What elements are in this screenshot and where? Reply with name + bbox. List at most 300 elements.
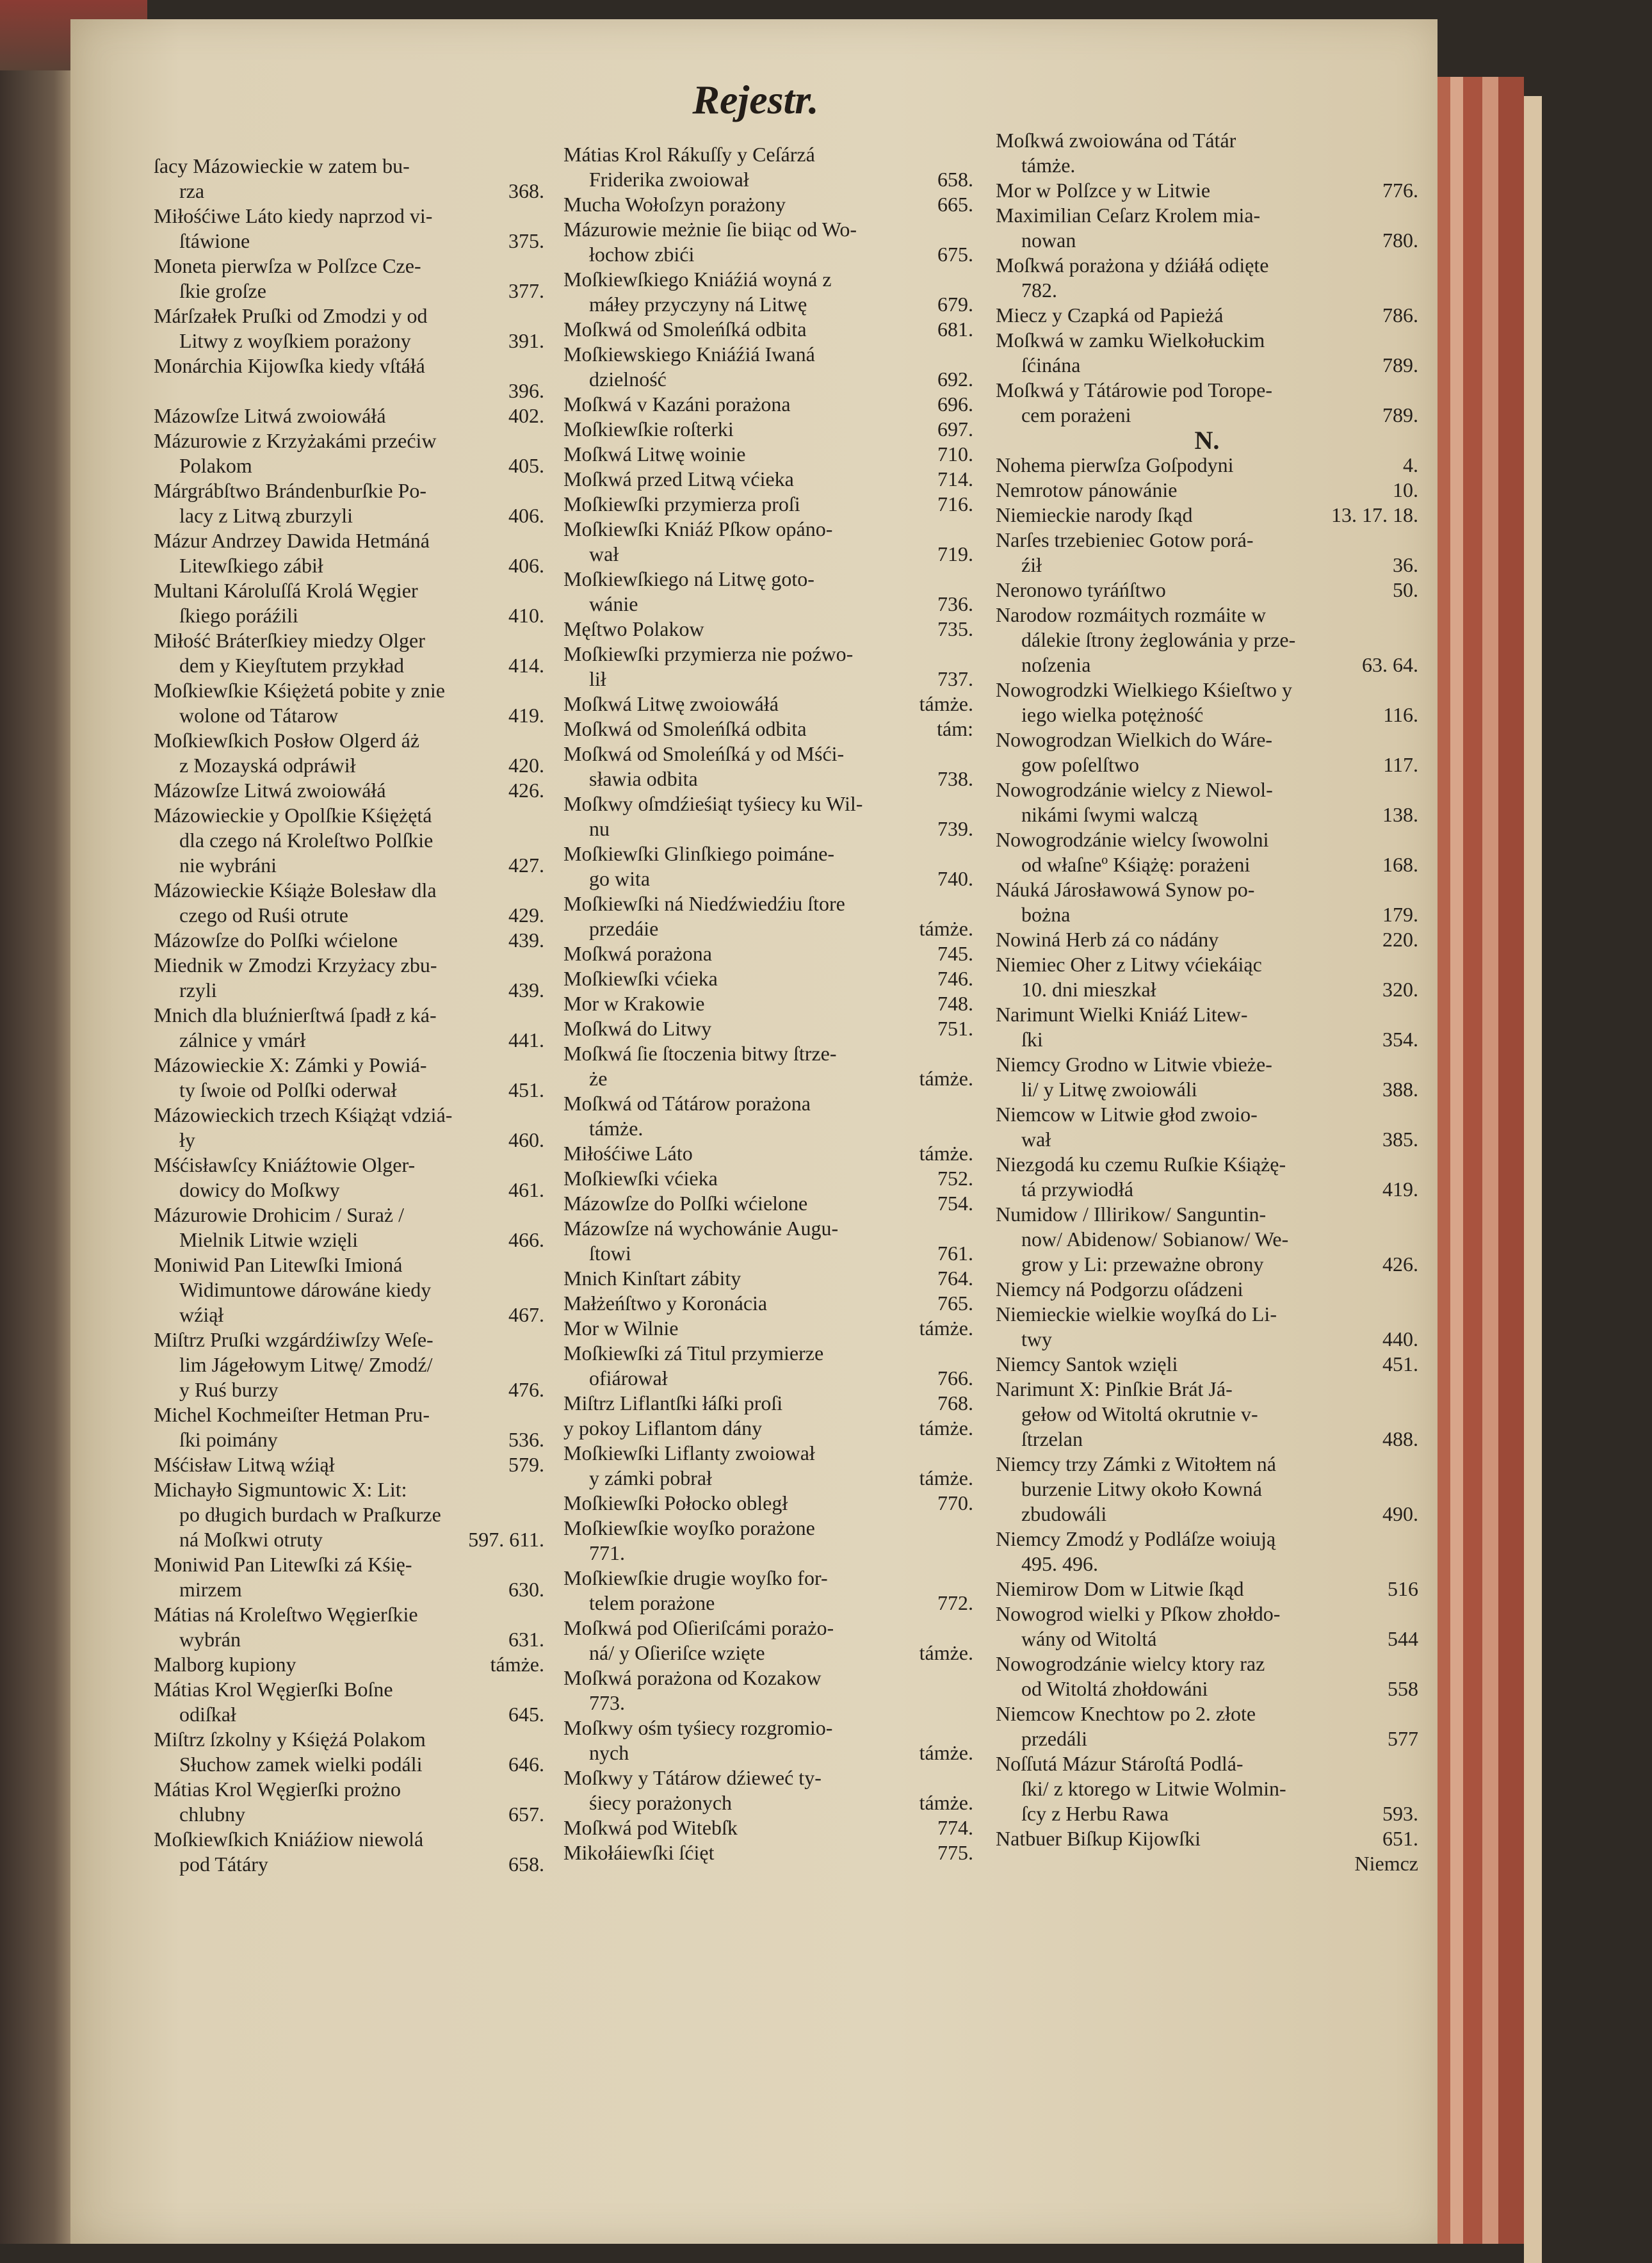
entry-text: 495. 496. xyxy=(1021,1552,1098,1575)
page-reference: 4. xyxy=(1403,453,1418,476)
page-reference: 675. xyxy=(937,243,973,266)
index-entry xyxy=(154,528,544,578)
entry-line xyxy=(154,1427,544,1452)
page-reference: 748. xyxy=(937,992,973,1015)
entry-text: Mnich dla bluźnierſtwá ſpadł z ká- xyxy=(154,1003,437,1026)
entry-line xyxy=(154,503,544,528)
entry-line xyxy=(996,1701,1418,1726)
entry-text: Niemiec Oher z Litwy vćiekáiąc xyxy=(996,953,1262,976)
entry-text: támże. xyxy=(1021,154,1076,177)
entry-text: dzielność xyxy=(589,368,667,391)
entry-text: Mor w Krakowie xyxy=(563,992,705,1015)
page-reference: 751. xyxy=(937,1017,973,1040)
page-reference: 764. xyxy=(937,1267,973,1290)
entry-line xyxy=(996,877,1418,902)
index-entry xyxy=(996,503,1418,528)
page-reference: 385. xyxy=(1382,1128,1418,1151)
index-entry xyxy=(996,528,1418,578)
entry-line xyxy=(563,1066,973,1091)
index-entry xyxy=(563,692,973,717)
entry-text: Moſkwá pod Oſieriſcámi porażo- xyxy=(563,1616,834,1639)
entry-text: Mnich Kinſtart zábity xyxy=(563,1267,741,1290)
entry-line xyxy=(996,553,1418,578)
entry-text: Michel Kochmeiſter Hetman Pru- xyxy=(154,1403,430,1426)
index-entry xyxy=(996,827,1418,877)
page-reference: 789. xyxy=(1382,353,1418,377)
entry-line xyxy=(563,467,973,492)
entry-line xyxy=(154,878,544,903)
page-reference: 738. xyxy=(937,767,973,790)
entry-line xyxy=(996,927,1418,952)
index-entry xyxy=(996,203,1418,253)
entry-line xyxy=(154,328,544,353)
entry-text: Niemcow w Litwie głod zwoio- xyxy=(996,1103,1258,1126)
index-entry xyxy=(563,1341,973,1391)
entry-text: Mázurowie z Krzyżakámi przećiw xyxy=(154,429,437,452)
entry-line xyxy=(996,1202,1418,1227)
entry-line xyxy=(563,1216,973,1241)
index-entry xyxy=(563,941,973,966)
entry-line xyxy=(563,991,973,1016)
entry-line xyxy=(154,928,544,953)
entry-text: Miecz y Czapká od Papieżá xyxy=(996,304,1224,327)
page-reference: 441. xyxy=(508,1028,544,1051)
entry-text: tá przywiodłá xyxy=(1021,1178,1134,1201)
entry-text: Mázowſze do Polſki wćielone xyxy=(563,1192,808,1215)
page-reference: 658. xyxy=(937,168,973,191)
entry-text: Moſkiewſki Liflanty zwoiował xyxy=(563,1441,815,1464)
page-reference: 786. xyxy=(1382,304,1418,327)
page-edge xyxy=(1524,96,1542,2263)
index-entry xyxy=(996,1102,1418,1152)
entry-line xyxy=(154,853,544,878)
entry-text: go wita xyxy=(589,867,651,890)
entry-line xyxy=(154,403,544,428)
page-reference: 429. xyxy=(508,904,544,927)
entry-text: ły xyxy=(179,1128,195,1151)
entry-text: Moſkwá porażona xyxy=(563,942,712,965)
entry-line xyxy=(996,1527,1418,1552)
entry-line xyxy=(154,803,544,828)
entry-text: Miſtrz Liflantſki łáſki proſi xyxy=(563,1391,783,1415)
index-entry xyxy=(996,1002,1418,1052)
page-reference: 168. xyxy=(1382,853,1418,876)
page-reference: 579. xyxy=(508,1453,544,1476)
entry-line xyxy=(996,1052,1418,1077)
entry-text: Moſkiewſki Kniáź Pſkow opáno- xyxy=(563,517,833,540)
index-entry xyxy=(154,778,544,803)
page-reference: 658. xyxy=(508,1853,544,1876)
entry-line xyxy=(154,1203,544,1228)
entry-text: Niemieckie wielkie woyſká do Li- xyxy=(996,1302,1277,1326)
entry-text: Litewſkiego zábił xyxy=(179,554,323,577)
entry-line xyxy=(154,1402,544,1427)
index-entry xyxy=(563,392,973,417)
page-reference: 719. xyxy=(937,542,973,565)
index-entry xyxy=(563,342,973,392)
page-reference: 774. xyxy=(937,1816,973,1839)
entry-line xyxy=(996,1626,1418,1651)
entry-line xyxy=(996,1327,1418,1352)
entry-line xyxy=(563,567,973,592)
entry-text: nu xyxy=(589,817,610,840)
index-entry xyxy=(154,1602,544,1652)
entry-line xyxy=(996,1227,1418,1252)
entry-text: Moſkwá ſie ſtoczenia bitwy ſtrze- xyxy=(563,1042,837,1065)
entry-line xyxy=(154,1178,544,1203)
entry-text: Narſes trzebieniec Gotow porá- xyxy=(996,528,1254,551)
page-reference: 476. xyxy=(508,1378,544,1401)
index-entry xyxy=(563,142,973,192)
entry-line xyxy=(996,1676,1418,1701)
entry-text: Miłośćiwe Láto xyxy=(563,1142,693,1165)
entry-line xyxy=(563,1740,973,1765)
index-entry xyxy=(154,204,544,254)
entry-text: wánie xyxy=(589,592,638,615)
index-entry xyxy=(154,1477,544,1552)
page-edge xyxy=(1463,77,1482,2244)
entry-line xyxy=(563,1840,973,1865)
entry-text: Małżeńſtwo y Koronácia xyxy=(563,1292,768,1315)
entry-line xyxy=(563,692,973,717)
page-reference: 558 xyxy=(1388,1677,1418,1700)
entry-text: śiecy porażonych xyxy=(589,1791,733,1814)
entry-text: Męſtwo Polakow xyxy=(563,617,704,640)
index-entry xyxy=(154,478,544,528)
entry-text: Widimuntowe dárowáne kiedy xyxy=(179,1278,432,1301)
entry-text: Polakom xyxy=(179,454,252,477)
entry-text: łochow zbići xyxy=(589,243,695,266)
index-entry xyxy=(563,1815,973,1840)
page-reference: 761. xyxy=(937,1242,973,1265)
index-entry xyxy=(154,1003,544,1053)
entry-line xyxy=(996,1177,1418,1202)
entry-text: Nowogrodzki Wielkiego Kśieſtwo y xyxy=(996,678,1292,701)
entry-line xyxy=(563,1666,973,1691)
entry-text: chlubny xyxy=(179,1803,246,1826)
entry-line xyxy=(154,728,544,753)
entry-line xyxy=(563,1516,973,1541)
entry-text: Moſkiewſkich Posłow Olgerd áż xyxy=(154,729,420,752)
entry-text: Niemcy Grodno w Litwie vbieże- xyxy=(996,1053,1272,1076)
entry-text: Neronowo tyráńſtwo xyxy=(996,578,1166,601)
entry-line xyxy=(563,1691,973,1716)
entry-line xyxy=(154,1327,544,1352)
entry-text: sławia odbita xyxy=(589,767,698,790)
entry-line xyxy=(563,1266,973,1291)
page-reference: 320. xyxy=(1382,978,1418,1001)
index-entry xyxy=(996,253,1418,303)
entry-text: dem y Kieyſtutem przykład xyxy=(179,654,405,677)
index-entry xyxy=(154,428,544,478)
entry-text: lim Jágełowym Litwę/ Zmodź/ xyxy=(179,1353,433,1376)
entry-text: Mśćisław Litwą wźiął xyxy=(154,1453,335,1476)
page-reference: támże. xyxy=(919,1741,973,1764)
entry-text: Michayło Sigmuntowic X: Lit: xyxy=(154,1478,407,1501)
entry-line xyxy=(996,1801,1418,1826)
index-entry xyxy=(563,617,973,642)
index-entry xyxy=(154,578,544,628)
page-reference: 789. xyxy=(1382,403,1418,426)
index-entry xyxy=(996,128,1418,178)
entry-text: Moneta pierwſza w Polſzce Cze- xyxy=(154,254,421,277)
entry-line xyxy=(563,1491,973,1516)
entry-text: od właſneº Kśiążę: porażeni xyxy=(1021,853,1251,876)
page-reference: 536. xyxy=(508,1428,544,1451)
entry-line xyxy=(154,1228,544,1253)
entry-text: czego od Ruśi otrute xyxy=(179,904,348,927)
index-entry xyxy=(996,378,1418,428)
entry-text: Niemcy Zmodź y Podláſze woiują xyxy=(996,1527,1276,1550)
entry-line xyxy=(154,1852,544,1877)
index-entry xyxy=(996,178,1418,203)
entry-text: y pokoy Liflantom dány xyxy=(563,1416,763,1440)
page-reference: támże. xyxy=(919,1317,973,1340)
entry-text: támże. xyxy=(589,1117,644,1140)
index-entry xyxy=(563,517,973,567)
entry-line xyxy=(154,978,544,1003)
entry-line xyxy=(154,1477,544,1502)
entry-text: Nowogrodzánie wielcy ktory raz xyxy=(996,1652,1265,1675)
page-reference: 679. xyxy=(937,293,973,316)
index-entry xyxy=(154,1452,544,1477)
entry-line xyxy=(563,816,973,841)
index-entry xyxy=(563,567,973,617)
entry-line xyxy=(563,592,973,617)
entry-line xyxy=(996,203,1418,228)
index-entry xyxy=(996,1302,1418,1352)
index-entry xyxy=(563,317,973,342)
index-entry xyxy=(996,1052,1418,1102)
entry-line xyxy=(154,1028,544,1053)
index-entry xyxy=(563,1491,973,1516)
entry-line xyxy=(996,1252,1418,1277)
entry-text: Moſkwá Litwę woinie xyxy=(563,442,746,466)
page-reference: 710. xyxy=(937,442,973,466)
entry-text: Maximilian Ceſarz Krolem mia- xyxy=(996,204,1261,227)
index-column-3 xyxy=(996,128,1418,1876)
entry-line xyxy=(996,1352,1418,1377)
entry-text: Narimunt X: Pinſkie Brát Já- xyxy=(996,1377,1233,1400)
entry-text: Moſkiewſki przymierza nie poźwo- xyxy=(563,642,854,665)
entry-line xyxy=(154,428,544,453)
index-entry xyxy=(154,628,544,678)
entry-line xyxy=(996,702,1418,727)
entry-line xyxy=(996,1402,1418,1427)
entry-line xyxy=(154,1752,544,1777)
entry-line xyxy=(154,1802,544,1827)
entry-line xyxy=(996,178,1418,203)
page-reference: 354. xyxy=(1382,1028,1418,1051)
page-reference: 716. xyxy=(937,492,973,515)
page-edge xyxy=(1498,77,1524,2244)
page-reference: 410. xyxy=(508,604,544,627)
entry-text: lił xyxy=(589,667,606,690)
entry-text: Mázowſze Litwá zwoiowáłá xyxy=(154,404,386,427)
entry-line xyxy=(154,1627,544,1652)
index-entry xyxy=(996,1527,1418,1577)
page-reference: 406. xyxy=(508,554,544,577)
entry-text: Moſkiewſki przymierza proſi xyxy=(563,492,800,515)
entry-line xyxy=(996,1477,1418,1502)
entry-text: Narimunt Wielki Kniáź Litew- xyxy=(996,1003,1248,1026)
page-reference: 220. xyxy=(1382,928,1418,951)
entry-text: 782. xyxy=(1021,279,1057,302)
entry-line xyxy=(996,1302,1418,1327)
page-reference: 776. xyxy=(1382,179,1418,202)
entry-text: li/ y Litwę zwoiowáli xyxy=(1021,1078,1197,1101)
index-entry xyxy=(154,304,544,353)
entry-line xyxy=(563,142,973,167)
page-reference: 391. xyxy=(508,329,544,352)
entry-line xyxy=(563,1341,973,1366)
index-entry xyxy=(154,728,544,778)
entry-text: grow y Li: przeważne obrony xyxy=(1021,1253,1264,1276)
page-reference: 735. xyxy=(937,617,973,640)
entry-text: 771. xyxy=(589,1541,625,1564)
page-reference: 368. xyxy=(508,179,544,202)
page-reference: 426. xyxy=(1382,1253,1418,1276)
index-entry xyxy=(154,1402,544,1452)
page-reference: 414. xyxy=(508,654,544,677)
entry-line xyxy=(996,653,1418,677)
entry-line xyxy=(996,378,1418,403)
entry-text: Moſkiewſki Połocko obległ xyxy=(563,1491,788,1514)
entry-line xyxy=(154,1602,544,1627)
entry-line xyxy=(154,628,544,653)
entry-line xyxy=(996,528,1418,553)
entry-text: y Ruś burzy xyxy=(179,1378,279,1401)
entry-line xyxy=(563,242,973,267)
page-reference: 402. xyxy=(508,404,544,427)
entry-line xyxy=(154,1053,544,1078)
index-column-2 xyxy=(563,142,973,1865)
index-entry xyxy=(154,1777,544,1827)
entry-line xyxy=(996,1776,1418,1801)
entry-text: ná Moſkwi otruty xyxy=(179,1528,323,1551)
entry-text: Moſkwá od Smoleńſká y od Mśći- xyxy=(563,742,845,765)
entry-text: Moſkwy ośm tyśiecy rozgromio- xyxy=(563,1716,833,1739)
entry-line xyxy=(154,1377,544,1402)
entry-line xyxy=(154,778,544,803)
index-entry xyxy=(563,1716,973,1765)
page-reference: támże. xyxy=(919,1466,973,1489)
entry-line xyxy=(154,1128,544,1153)
entry-text: Moſkiewſki vćieka xyxy=(563,1167,718,1190)
index-entry xyxy=(563,267,973,317)
entry-text: burzenie Litwy około Kowná xyxy=(1021,1477,1262,1500)
entry-text: Niemcy ná Podgorzu oſádzeni xyxy=(996,1278,1243,1301)
index-entry xyxy=(154,254,544,304)
index-entry xyxy=(996,952,1418,1002)
page-reference: 737. xyxy=(937,667,973,690)
index-entry xyxy=(563,442,973,467)
entry-line xyxy=(996,1002,1418,1027)
index-entry xyxy=(996,303,1418,328)
entry-line xyxy=(563,866,973,891)
entry-text: ſacy Mázowieckie w zatem bu- xyxy=(154,154,410,177)
entry-text: Moſkwy oſmdźieśiąt tyśiecy ku Wil- xyxy=(563,792,863,815)
page-reference: 780. xyxy=(1382,229,1418,252)
entry-text: Moſkwá y Tátárowie pod Torope- xyxy=(996,378,1273,402)
page-reference: 451. xyxy=(1382,1352,1418,1375)
entry-line xyxy=(996,902,1418,927)
entry-text: odiſkał xyxy=(179,1703,236,1726)
index-entry xyxy=(563,642,973,692)
entry-line xyxy=(154,204,544,229)
entry-line xyxy=(996,777,1418,802)
entry-line xyxy=(154,753,544,778)
index-entry xyxy=(154,1203,544,1253)
entry-text: nowan xyxy=(1021,229,1076,252)
page-reference: támże. xyxy=(919,1416,973,1440)
entry-text: 10. dni mieszkał xyxy=(1021,978,1156,1001)
page-reference: 714. xyxy=(937,467,973,491)
page-reference: támże. xyxy=(919,917,973,940)
entry-text: Mázowieckie y Opolſkie Kśiężętá xyxy=(154,804,432,827)
entry-line xyxy=(154,478,544,503)
entry-line xyxy=(996,1552,1418,1577)
entry-text: twy xyxy=(1021,1327,1052,1350)
entry-line xyxy=(563,192,973,217)
index-entry xyxy=(154,878,544,928)
entry-text: wźiął xyxy=(179,1303,224,1326)
entry-line xyxy=(563,1541,973,1566)
entry-line xyxy=(563,1616,973,1641)
entry-text: Moſkiewſki vćieka xyxy=(563,967,718,990)
entry-line xyxy=(154,378,544,403)
index-entry xyxy=(563,492,973,517)
entry-text: ſtáwione xyxy=(179,229,250,252)
entry-text: Miednik w Zmodzi Krzyżacy zbu- xyxy=(154,953,437,977)
page-reference: támże. xyxy=(919,692,973,715)
page-reference: 406. xyxy=(508,504,544,527)
entry-text: Nemrotow pánowánie xyxy=(996,478,1178,501)
page-reference: 138. xyxy=(1382,803,1418,826)
entry-text: Miſtrz Pruſki wzgárdźiwſzy Weſe- xyxy=(154,1328,433,1351)
index-entry xyxy=(996,1377,1418,1452)
page-title: Rejestr. xyxy=(692,77,819,122)
entry-line xyxy=(563,542,973,567)
entry-text: Mátias Krol Rákuſſy y Ceſárzá xyxy=(563,143,815,166)
entry-line xyxy=(154,578,544,603)
index-entry xyxy=(996,1452,1418,1527)
entry-line xyxy=(563,667,973,692)
entry-text: cem porażeni xyxy=(1021,403,1131,426)
entry-line xyxy=(563,1166,973,1191)
index-entry xyxy=(563,1291,973,1316)
entry-text: Niemcy trzy Zámki z Witołtem ná xyxy=(996,1452,1276,1475)
entry-text: nikámi ſwymi walczą xyxy=(1021,803,1198,826)
page-reference: 467. xyxy=(508,1303,544,1326)
entry-line xyxy=(996,278,1418,303)
entry-text: Moſkwy y Tátárow dźieweć ty- xyxy=(563,1766,822,1789)
entry-line xyxy=(563,167,973,192)
entry-line xyxy=(563,1441,973,1466)
entry-text: Słuchow zamek wielki podáli xyxy=(179,1753,423,1776)
entry-text: Miſtrz ſzkolny y Kśiężá Polakom xyxy=(154,1728,426,1751)
index-entry xyxy=(563,717,973,742)
page-reference: tám: xyxy=(937,717,973,740)
entry-line xyxy=(563,1091,973,1116)
entry-text: y zámki pobrał xyxy=(589,1466,712,1489)
index-entry xyxy=(563,1391,973,1416)
page-reference: 696. xyxy=(937,393,973,416)
entry-text: lacy z Litwą zburzyli xyxy=(179,504,353,527)
entry-text: 773. xyxy=(589,1691,625,1714)
index-entry xyxy=(563,791,973,841)
entry-line xyxy=(563,642,973,667)
